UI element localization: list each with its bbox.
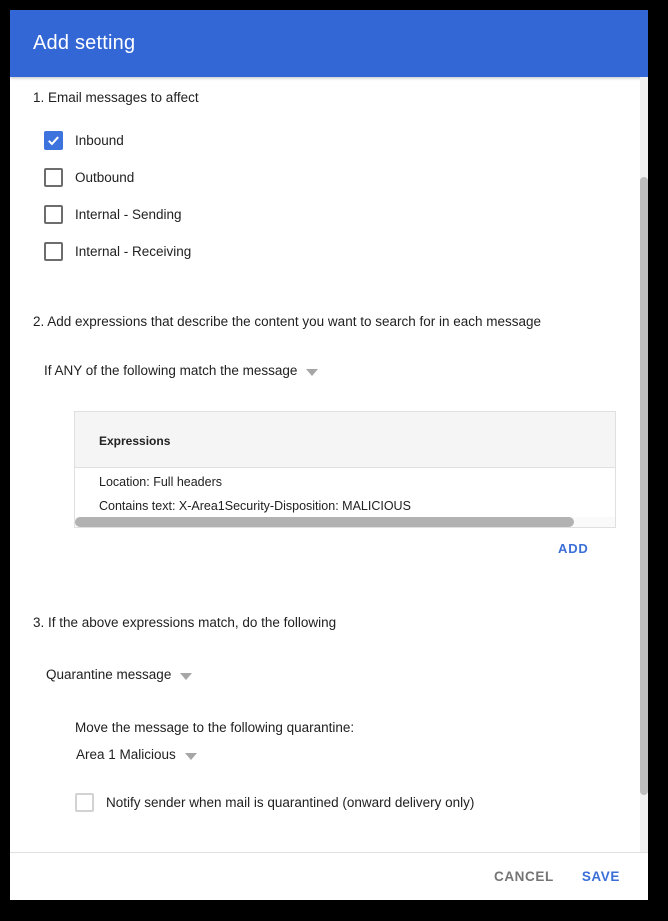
notify-sender-checkbox[interactable] — [75, 793, 94, 812]
outbound-checkbox[interactable] — [44, 168, 63, 187]
checkbox-row-internal-receiving[interactable] — [44, 242, 191, 261]
checkmark-icon — [46, 133, 61, 148]
add-expression-button[interactable]: ADD — [558, 541, 589, 556]
notify-sender-label: Notify sender when mail is quarantined (onward delivery only) — [106, 795, 475, 810]
cancel-button[interactable]: CANCEL — [493, 869, 554, 884]
expression-row-location[interactable]: Location: Full headers — [99, 475, 222, 489]
expressions-table-header — [75, 412, 615, 468]
quarantine-instruction-label: Move the message to the following quarantine: — [75, 720, 355, 735]
inbound-label: Inbound — [75, 133, 124, 148]
internal-receiving-label: Internal - Receiving — [75, 244, 192, 259]
add-setting-dialog — [10, 10, 648, 900]
dialog-title: Add setting — [33, 32, 136, 54]
vertical-scrollbar-thumb[interactable] — [640, 177, 648, 795]
internal-receiving-checkbox[interactable] — [44, 242, 63, 261]
inbound-checkbox[interactable] — [44, 131, 63, 150]
horizontal-scrollbar[interactable] — [75, 517, 615, 527]
dialog-footer — [10, 852, 648, 900]
internal-sending-label: Internal - Sending — [75, 207, 182, 222]
section-expressions-title: 2. Add expressions that describe the content you want to search for in each message — [33, 314, 542, 329]
internal-sending-checkbox[interactable] — [44, 205, 63, 224]
dialog-body — [10, 77, 648, 852]
expressions-column-header: Expressions — [99, 434, 171, 448]
match-type-dropdown[interactable] — [44, 363, 318, 378]
action-dropdown[interactable] — [46, 667, 192, 682]
horizontal-scrollbar-thumb[interactable] — [75, 517, 574, 527]
expression-row-contains-text[interactable]: Contains text: X-Area1Security-Disposition: MALICIOUS — [99, 499, 411, 513]
chevron-down-icon — [180, 673, 192, 680]
outbound-label: Outbound — [75, 170, 135, 185]
save-button[interactable]: SAVE — [581, 869, 620, 884]
checkbox-row-notify-sender[interactable] — [75, 793, 474, 812]
dialog-header — [10, 10, 648, 77]
checkbox-row-inbound[interactable] — [44, 131, 124, 150]
chevron-down-icon — [306, 369, 318, 376]
action-value: Quarantine message — [46, 667, 172, 682]
vertical-scrollbar[interactable] — [640, 77, 648, 852]
checkbox-row-outbound[interactable] — [44, 168, 134, 187]
checkbox-row-internal-sending[interactable] — [44, 205, 182, 224]
expressions-table — [74, 411, 616, 528]
section-action-title: 3. If the above expressions match, do the following — [33, 615, 337, 630]
quarantine-value: Area 1 Malicious — [76, 747, 176, 762]
chevron-down-icon — [185, 753, 197, 760]
match-type-value: If ANY of the following match the message — [44, 363, 298, 378]
section-email-messages-title: 1. Email messages to affect — [33, 90, 199, 105]
quarantine-dropdown[interactable] — [76, 747, 197, 762]
